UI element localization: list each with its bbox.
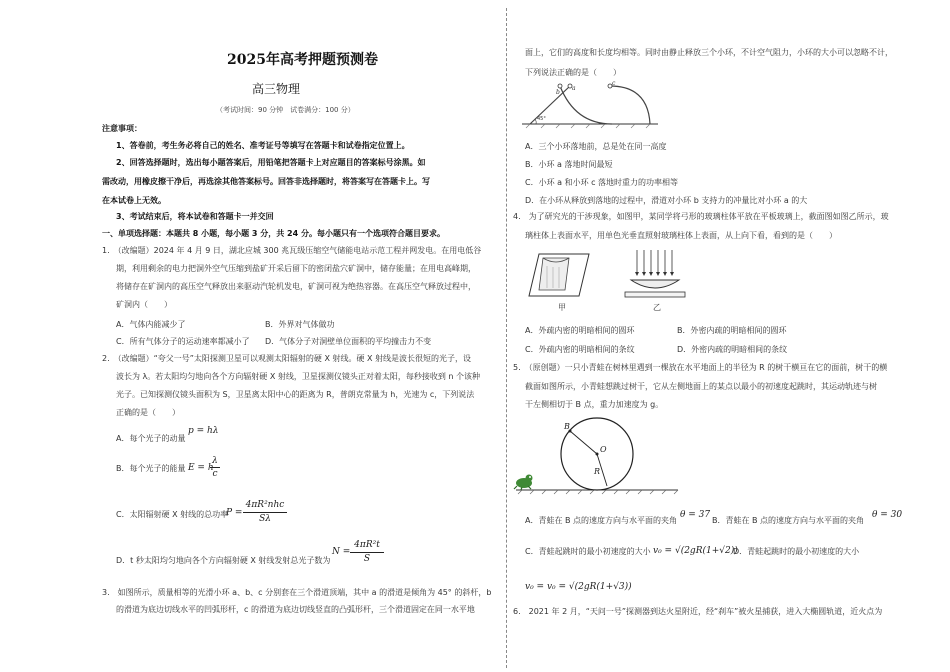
note-3: 3、考试结束后，将本试卷和答题卡一并交回 bbox=[116, 212, 274, 221]
q1-option-c: C．所有气体分子的运动速率都减小了 bbox=[116, 337, 250, 346]
exam-title: 2025年高考押题预测卷 bbox=[227, 52, 378, 68]
q2-option-d-fraction-bar bbox=[350, 552, 384, 553]
q4-figure-jia bbox=[529, 254, 589, 296]
note-2-line-3: 在本试卷上无效。 bbox=[102, 196, 166, 205]
q1-line-1: 1. （改编题）2024 年 4 月 9 日，湖北应城 300 兆瓦级压缩空气储能电站示范工程并网发电。在用电低谷 bbox=[102, 246, 482, 255]
exam-info: （考试时间：90 分钟 试卷满分：100 分） bbox=[216, 106, 355, 114]
q2-option-c-formula-num: 4πR²nhc bbox=[245, 500, 285, 510]
q4-line-1: 4. 为了研究光的干涉现象，如图甲，某同学将弓形的玻璃柱体平放在平板玻璃上，截面图如图乙所示，玻 bbox=[513, 212, 889, 221]
q1-option-d: D．气体分子对洞壁单位面积的平均撞击力不变 bbox=[265, 337, 432, 346]
q5-option-d-formula: v₀ = v₀ = √(2gR(1+√3)) bbox=[525, 582, 632, 592]
exam-subject: 高三物理 bbox=[252, 82, 301, 96]
q6-line-1: 6. 2021 年 2 月，“天问一号”探测器到达火星附近，经“刹车”被火星捕获，进入大椭圆轨道，近火点为 bbox=[513, 607, 883, 616]
q5-option-c: C．青蛙起跳时的最小初速度的大小 bbox=[525, 547, 651, 556]
q5-line-3: 干左侧相切于 B 点，重力加速度为 g。 bbox=[525, 400, 664, 409]
q2-option-d: D．t 秒太阳均匀地向各个方向辐射硬 X 射线发射总光子数为 bbox=[116, 556, 331, 565]
q3-line-2: 的滑道为底边切线水平的凹弧形杆，c 的滑道为底边切线竖直的凸弧形杆，三个滑道固定在同一水平地 bbox=[116, 605, 475, 614]
q3-option-b: B．小环 a 落地时间最短 bbox=[525, 160, 613, 169]
q2-line-2: 波长为 λ。若太阳均匀地向各个方向辐射硬 X 射线，卫星探测仪镜头正对着太阳，每秒接收到 n 个该种 bbox=[116, 372, 480, 381]
q4-figure-label-yi: 乙 bbox=[653, 303, 661, 312]
q4-option-d: D．外密内疏的明暗相间的条纹 bbox=[677, 345, 788, 354]
q2-option-b-formula-num: λ bbox=[212, 456, 218, 466]
q2-option-c-fraction-bar bbox=[243, 512, 287, 513]
q2-option-d-formula-den: S bbox=[363, 554, 371, 564]
q2-option-c-formula-left: P = bbox=[226, 508, 243, 518]
q2-line-1: 2. （改编题）“夸父一号”太阳探测卫星可以观测太阳辐射的硬 X 射线。硬 X 射线是波长很短的光子，设 bbox=[102, 354, 472, 363]
q5-line-2: 截面如图所示，小青蛙想跳过树干，它从左侧地面上的某点以最小的初速度起跳时，其运动轨迹与树 bbox=[525, 382, 877, 391]
q1-line-3: 将储存在矿洞内的高压空气释放出来驱动汽轮机发电，矿洞可视为绝热容器。在高压空气释放过程中， bbox=[116, 282, 476, 291]
q3-option-d: D．在小环从释放到落地的过程中，滑道对小环 b 支持力的冲量比对小环 a 的大 bbox=[525, 196, 808, 205]
q5-option-a: A．青蛙在 B 点的速度方向与水平面的夹角 bbox=[525, 516, 678, 525]
q5-frog-log-figure bbox=[512, 412, 682, 496]
frog-icon bbox=[514, 475, 533, 491]
q5-line-1: 5. （原创题）一只小青蛙在树林里遇到一棵放在水平地面上的半径为 R 的树干横亘在它的面前，树干的横 bbox=[513, 363, 888, 372]
q3-figure-label-a: a bbox=[572, 85, 576, 92]
q3-line-4: 下列说法正确的是（ ） bbox=[525, 68, 621, 77]
q3-option-c: C．小环 a 和小环 c 落地时重力的功率相等 bbox=[525, 178, 679, 187]
q3-figure-angle-label: 45° bbox=[537, 116, 546, 122]
q1-line-4: 矿洞内（ ） bbox=[116, 300, 172, 309]
q2-option-b-formula-den: c bbox=[212, 469, 218, 479]
q4-interference-figure bbox=[525, 248, 695, 316]
q3-sliding-rails-figure bbox=[520, 80, 660, 130]
q5-option-b-formula: θ = 30 bbox=[872, 510, 903, 520]
note-1: 1、答卷前，考生务必将自己的姓名、准考证号等填写在答题卡和试卷指定位置上。 bbox=[116, 141, 410, 150]
q4-line-2: 璃柱体上表面水平，用单色光垂直照射玻璃柱体上表面，从上向下看，看到的是（ ） bbox=[525, 231, 837, 240]
q3-option-a: A．三个小环落地前，总是处在同一高度 bbox=[525, 142, 667, 151]
q5-option-b: B．青蛙在 B 点的速度方向与水平面的夹角 bbox=[712, 516, 865, 525]
q5-option-a-formula: θ = 37 bbox=[680, 510, 711, 520]
q3-figure-label-b: b bbox=[556, 89, 560, 96]
q5-figure-label-r: R bbox=[594, 467, 601, 476]
notes-heading: 注意事项： bbox=[102, 124, 142, 133]
q2-line-3: 光子。已知探测仪镜头面积为 S，卫星离太阳中心的距离为 R，普朗克常量为 h，光速为 c，下列说法 bbox=[116, 390, 475, 399]
q3-line-1: 3. 如图所示，质量相等的光滑小环 a、b、c 分别套在三个滑道顶端，其中 a 的滑道是倾角为 45° 的斜杆，b bbox=[102, 588, 492, 597]
q1-option-b: B．外界对气体做功 bbox=[265, 320, 335, 329]
q2-option-a-formula: p = hλ bbox=[188, 426, 219, 436]
section-1-heading: 一、单项选择题：本题共 8 小题，每小题 3 分，共 24 分。每小题只有一个选项符合题目要求。 bbox=[102, 229, 445, 238]
q1-line-2: 期，利用剩余的电力把洞外空气压缩到盐矿开采后留下的密闭盐穴矿洞中，储存能量；在用电高峰期， bbox=[116, 264, 476, 273]
q2-option-a: A．每个光子的动量 bbox=[116, 434, 186, 443]
q3-line-3: 面上，它们的高度和长度均相等。同时由静止释放三个小环，不计空气阻力，小环的大小可以忽略不计， bbox=[525, 48, 893, 57]
q4-figure-label-jia: 甲 bbox=[558, 303, 566, 312]
note-2-line-2: 需改动，用橡皮擦干净后，再选涂其他答案标号。回答非选择题时，将答案写在答题卡上。写 bbox=[102, 177, 430, 186]
q2-option-b: B．每个光子的能量 bbox=[116, 464, 186, 473]
q4-option-a: A．外疏内密的明暗相间的圆环 bbox=[525, 326, 635, 335]
q2-line-4: 正确的是（ ） bbox=[116, 408, 180, 417]
q2-option-c-formula-den: Sλ bbox=[259, 514, 271, 524]
q3-figure-label-c: c bbox=[612, 80, 616, 87]
q4-option-b: B．外密内疏的明暗相间的圆环 bbox=[677, 326, 787, 335]
q5-figure-label-b: B bbox=[564, 422, 570, 431]
q5-option-c-formula: v₀ = √(2gR(1+√2)) bbox=[653, 546, 738, 556]
q1-option-a: A．气体内能减少了 bbox=[116, 320, 186, 329]
q2-option-c: C．太阳辐射硬 X 射线的总功率 bbox=[116, 510, 229, 519]
q5-option-d: D．青蛙起跳时的最小初速度的大小 bbox=[733, 547, 860, 556]
q2-option-d-formula-left: N = bbox=[332, 547, 351, 557]
q2-option-b-formula-left: E = h bbox=[188, 463, 214, 473]
q4-option-c: C．外疏内密的明暗相间的条纹 bbox=[525, 345, 635, 354]
q4-figure-yi bbox=[625, 250, 685, 297]
q5-figure-label-o: O bbox=[600, 445, 607, 454]
note-2-line-1: 2、回答选择题时，选出每小题答案后，用铅笔把答题卡上对应题目的答案标号涂黑。如 bbox=[116, 158, 426, 167]
q2-option-b-fraction-bar bbox=[210, 467, 220, 468]
q2-option-d-formula-num: 4πR²t bbox=[354, 540, 380, 550]
column-divider bbox=[506, 8, 508, 668]
